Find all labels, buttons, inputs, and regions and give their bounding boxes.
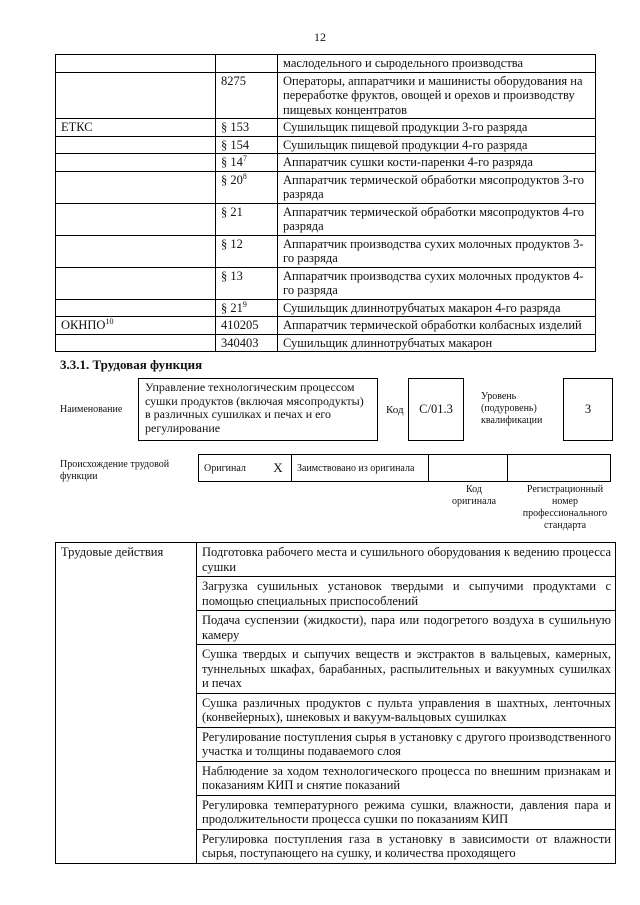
table-row [56,72,596,119]
function-name-box: Управление технологическим процессом сушки продуктов (включая мясопродукты) в различных сушилках и печах и его регулирование [138,378,378,441]
registration-caption: Регистрационный номер профессионального стандарта [522,484,608,531]
code-label: Код [386,404,404,416]
labor-action-item: Сушка твердых и сыпучих веществ и экстрактов в вальцевых, камерных, туннельных шкафах, барабанных, распылительных и вакуумных сушилках и печах [197,645,616,694]
source-cell: ЕТКС [56,119,216,137]
name-cell: Аппаратчик термической обработки мясопродуктов 3-го разряда [278,171,596,203]
code-cell: § $14^7$ [216,154,278,172]
table-row [56,136,596,154]
footnote-ref: 8 [242,171,247,181]
original-code-cell [429,455,508,482]
code-cell: § 154 [216,136,278,154]
table-row [56,299,596,317]
footnote-ref: 10 [105,317,114,326]
code-caption: Код оригинала [451,484,497,507]
labor-action-item: Регулировка температурного режима сушки, влажности, давления пара и продолжительности процесса сушки по показаниям КИП [197,795,616,829]
name-cell: Аппаратчик термической обработки мясопродуктов 4-го разряда [278,203,596,235]
name-cell: Аппаратчик производства сухих молочных продуктов 3-го разряда [278,235,596,267]
source-cell [56,267,216,299]
source-cell [56,203,216,235]
name-cell: Аппаратчик сушки кости-паренки 4-го разряда [278,154,596,172]
section-heading: 3.3.1. Трудовая функция [60,357,203,372]
source-cell [56,334,216,352]
borrowed-label: Заимствовано из оригинала [292,455,429,482]
labor-action-item: Подготовка рабочего места и сушильного оборудования к ведению процесса сушки [197,543,616,577]
classification-table [55,54,596,352]
source-cell [56,55,216,73]
source-cell [56,235,216,267]
table-row [56,203,596,235]
name-cell: Операторы, аппаратчики и машинисты оборудования на переработке фруктов, овощей и орехов и производству пищевых концентратов [278,72,596,119]
labor-action-item: Наблюдение за ходом технологического процесса по внешним признакам и показаниям КИП и снятие показаний [197,761,616,795]
table-row [56,317,596,335]
code-cell: § $21^9$ [216,299,278,317]
source-cell [56,72,216,119]
code-cell: § 153 [216,119,278,137]
name-cell: Сушильщик пищевой продукции 3-го разряда [278,119,596,137]
code-cell: § 13 [216,267,278,299]
table-row [56,267,596,299]
table-row [56,55,596,73]
table-row [56,154,596,172]
labor-action-item: Загрузка сушильных установок твердыми и сыпучими продуктами с помощью специальных приспособлений [197,577,616,611]
origin-table [198,454,611,482]
footnote-ref: 7 [242,154,247,163]
source-cell [56,136,216,154]
name-cell: Сушильщик длиннотрубчатых макарон 4-го разряда [278,299,596,317]
table-row [56,235,596,267]
function-code-box: С/01.3 [408,378,464,441]
name-cell: Аппаратчик производства сухих молочных продуктов 4-го разряда [278,267,596,299]
code-cell: 8275 [216,72,278,119]
table-row [56,171,596,203]
labor-actions-table [55,542,616,864]
name-cell: Сушильщик длиннотрубчатых макарон [278,334,596,352]
code-cell: 340403 [216,334,278,352]
source-cell: ОКНПО$^{10}$ [56,317,216,335]
table-row [56,543,616,577]
code-cell: § 12 [216,235,278,267]
table-row [56,119,596,137]
name-cell: маслодельного и сыродельного производства [278,55,596,73]
labor-action-item: Регулировка поступления газа в установку в зависимости от влажности сырья, поступающего на сушку, и количества проходящего [197,829,616,863]
labor-action-item: Сушка различных продуктов с пульта управления в шахтных, ленточных (конвейерных), шнековых и вакуум-вальцовых сушилках [197,693,616,727]
name-cell: Сушильщик пищевой продукции 4-го разряда [278,136,596,154]
page-number: 12 [314,30,326,44]
original-label: Оригинал [199,455,266,482]
qualification-level-box: 3 [563,378,613,441]
footnote-ref: 9 [242,299,247,309]
table-row [56,334,596,352]
name-cell: Аппаратчик термической обработки колбасных изделий [278,317,596,335]
labor-actions-label: Трудовые действия [56,543,197,864]
code-cell: 410205 [216,317,278,335]
registration-number-cell [508,455,611,482]
source-cell [56,299,216,317]
code-cell: § 21 [216,203,278,235]
code-cell: § $20^8$ [216,171,278,203]
code-cell [216,55,278,73]
source-cell [56,154,216,172]
level-label: Уровень (подуровень) квалификации [481,391,543,426]
origin-label: Происхождение трудовой функции [60,459,170,482]
labor-action-item: Регулирование поступления сырья в установку с другого производственного участка и толщины подаваемого слоя [197,727,616,761]
original-mark: X [265,455,292,482]
source-cell [56,171,216,203]
labor-action-item: Подача суспензии (жидкости), пара или подогретого воздуха в сушильную камеру [197,611,616,645]
name-label: Наименование [60,404,123,415]
